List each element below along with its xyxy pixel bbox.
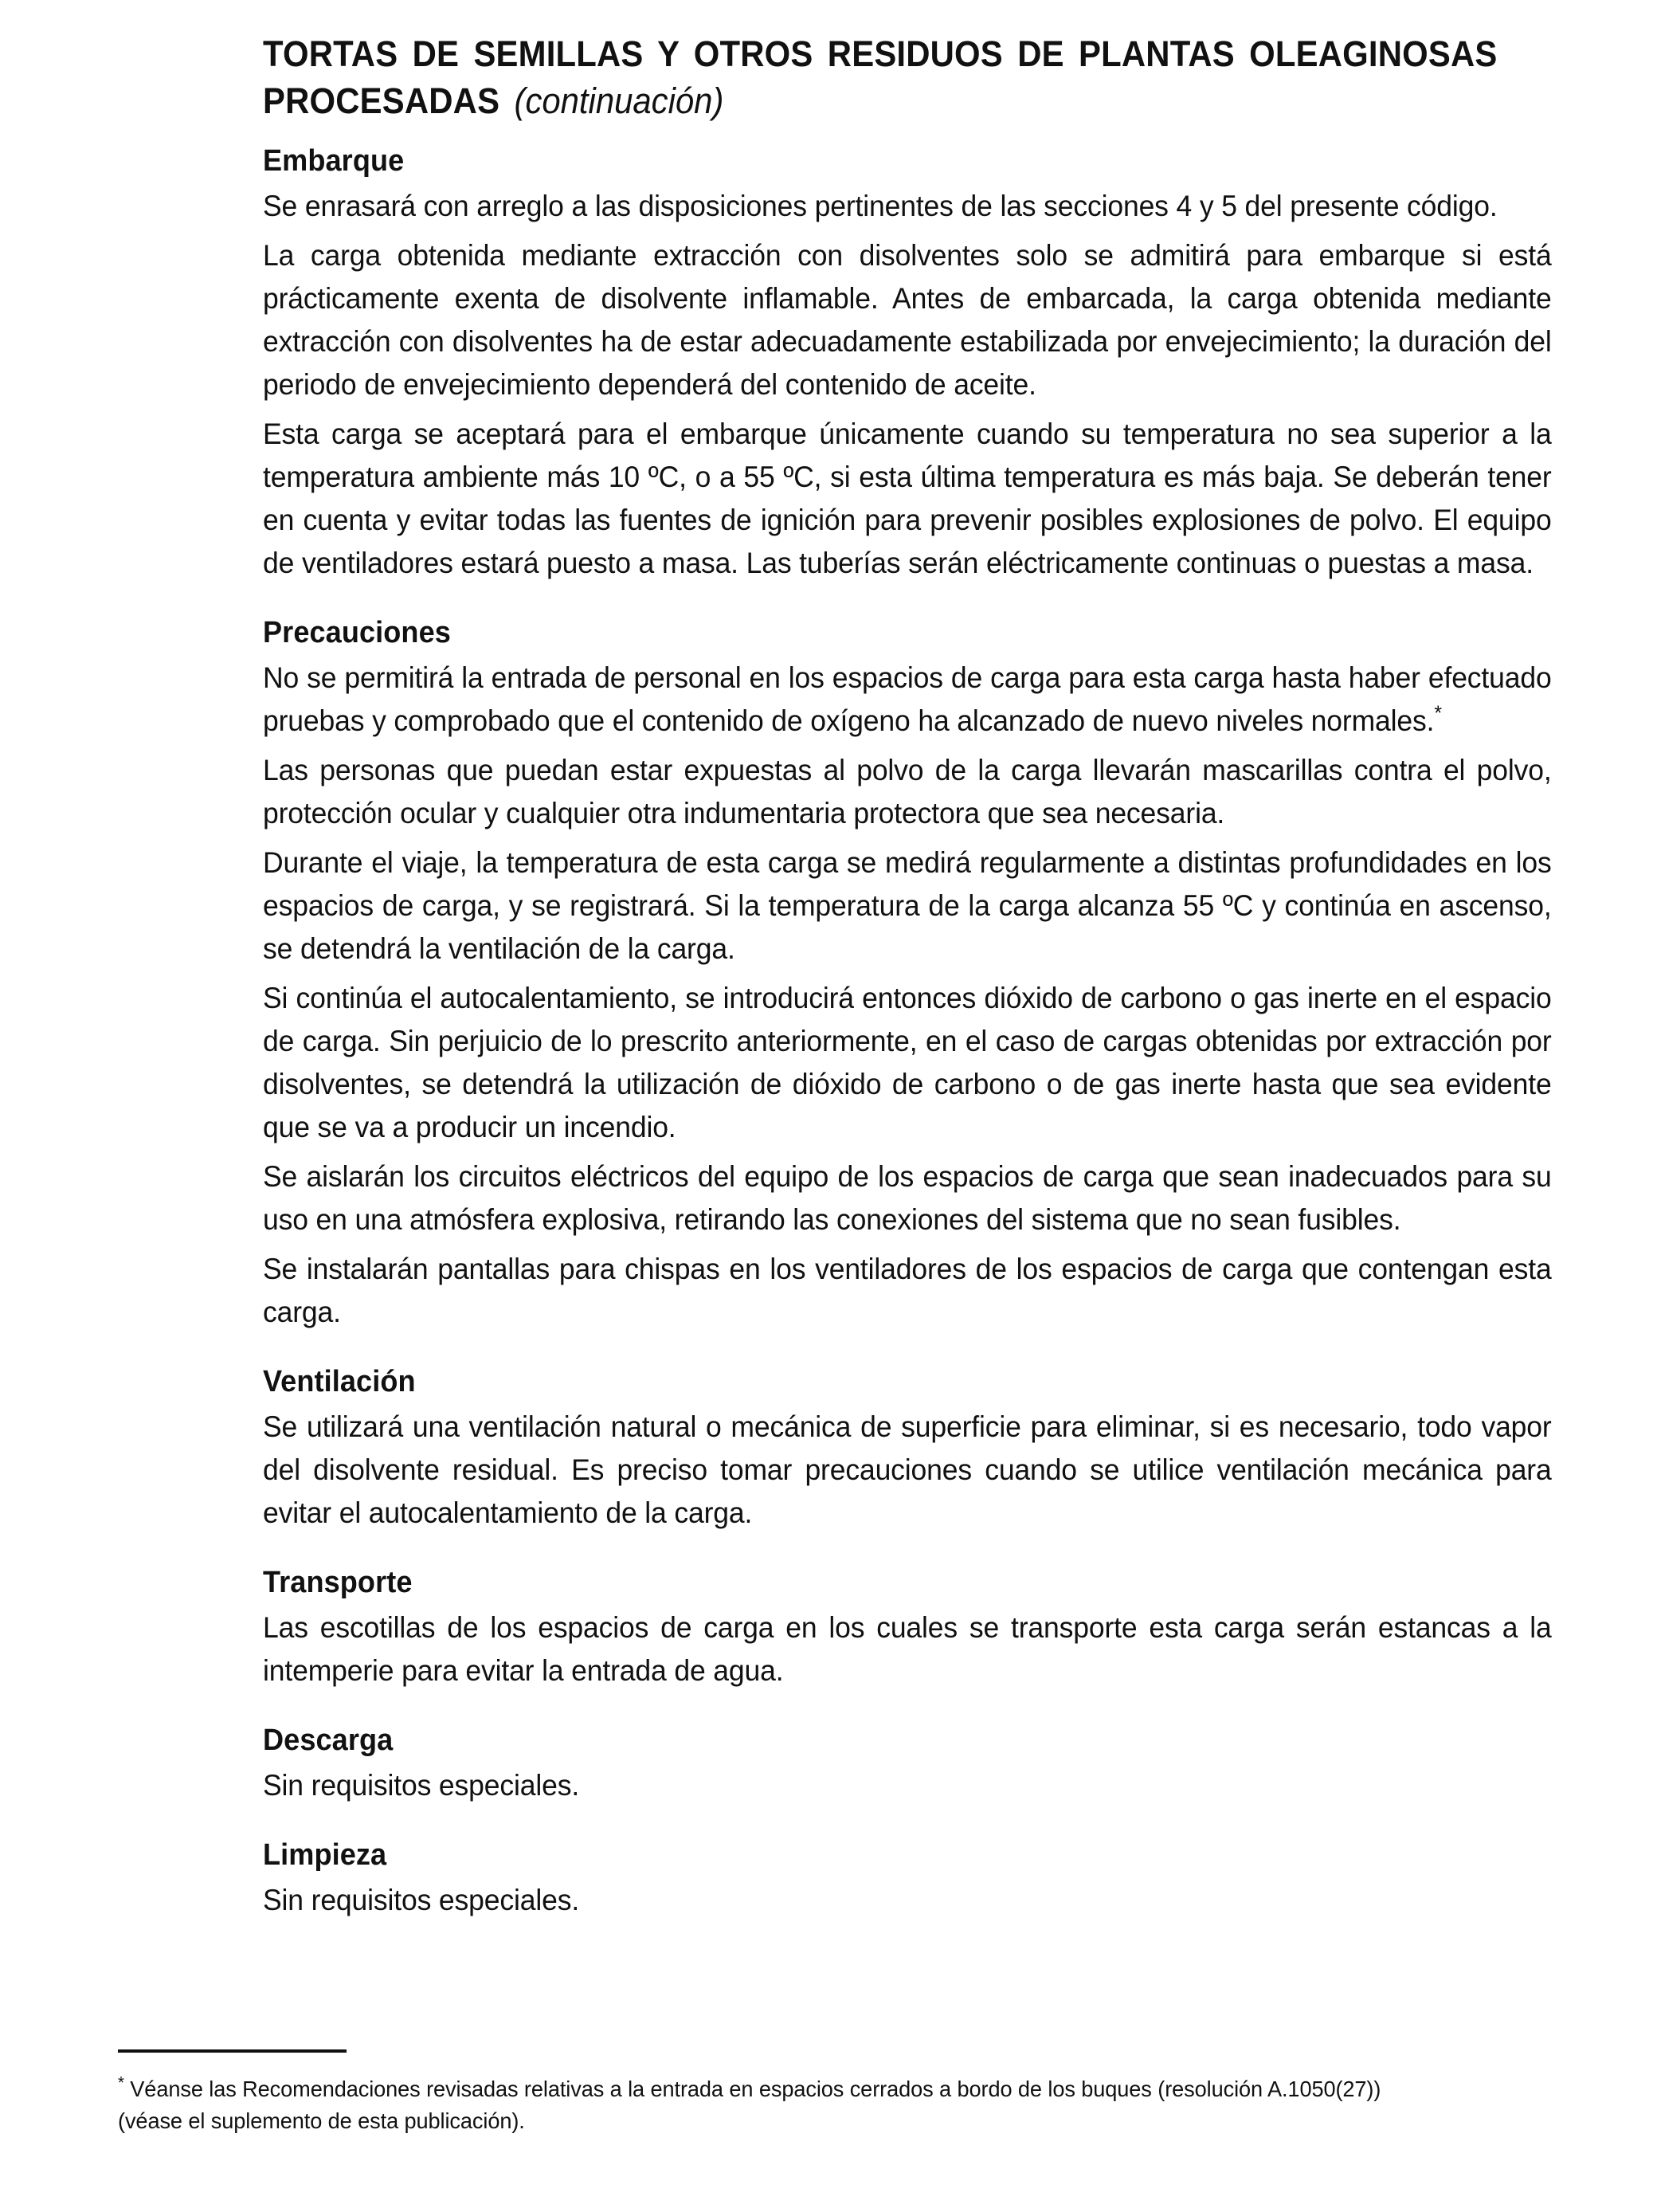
paragraph: Si continúa el autocalentamiento, se introducirá entonces dióxido de carbono o gas inerte en el espacio de carga. Sin perjuicio de lo prescrito anteriormente, en el caso de cargas obtenidas por extracción por disolventes, se detendrá la utilización de dióxido de carbono o de gas inerte hasta que sea evidente que se va a producir un incendio.	[263, 982, 1552, 1143]
page-title-block	[263, 30, 1605, 124]
section-heading-precauciones: Precauciones	[263, 616, 451, 649]
paragraph	[263, 657, 1552, 743]
section-transporte	[263, 1563, 1605, 1692]
paragraph: Se instalarán pantallas para chispas en los ventiladores de los espacios de carga que contengan esta carga.	[263, 1253, 1552, 1328]
section-heading-limpieza: Limpieza	[263, 1838, 387, 1872]
footnote-separator-rule	[118, 2049, 347, 2053]
footnote-area	[118, 2049, 1520, 2137]
footnote-marker: *	[118, 2073, 124, 2092]
paragraph-text: No se permitirá la entrada de personal en los espacios de carga para esta carga hasta haber efectuado pruebas y comprobado que el contenido de oxígeno ha alcanzado de nuevo niveles normales.	[263, 661, 1552, 737]
footnote-text	[118, 2073, 1478, 2137]
paragraph: Las escotillas de los espacios de carga en los cuales se transporte esta carga serán estancas a la intemperie para evitar la entrada de agua.	[263, 1611, 1552, 1687]
paragraph: Se utilizará una ventilación natural o mecánica de superficie para eliminar, si es necesario, todo vapor del disolvente residual. Es preciso tomar precauciones cuando se utilice ventilación mecánica para evitar el autocalentamiento de la carga.	[263, 1410, 1552, 1529]
paragraph: Se aislarán los circuitos eléctricos del equipo de los espacios de carga que sean inadecuados para su uso en una atmósfera explosiva, retirando las conexiones del sistema que no sean fusibles.	[263, 1160, 1552, 1236]
section-limpieza	[263, 1836, 1605, 1922]
page-title-continuation: (continuación)	[514, 80, 724, 121]
section-heading-embarque: Embarque	[263, 144, 405, 178]
paragraph: Sin requisitos especiales.	[263, 1769, 580, 1802]
section-heading-descarga: Descarga	[263, 1724, 394, 1757]
paragraph: Durante el viaje, la temperatura de esta carga se medirá regularmente a distintas profundidades en los espacios de carga, y se registrará. Si la temperatura de la carga alcanza 55 ºC y continúa en ascenso, se detendrá la ventilación de la carga.	[263, 846, 1552, 965]
footnote-marker: *	[1434, 700, 1442, 725]
paragraph: Se enrasará con arreglo a las disposiciones pertinentes de las secciones 4 y 5 del presente código.	[263, 190, 1498, 222]
section-embarque	[263, 142, 1605, 585]
paragraph: Sin requisitos especiales.	[263, 1884, 580, 1916]
section-heading-ventilacion: Ventilación	[263, 1365, 416, 1398]
paragraph: La carga obtenida mediante extracción con disolventes solo se admitirá para embarque si está prácticamente exenta de disolvente inflamable. Antes de embarcada, la carga obtenida mediante extracción con disolventes ha de estar adecuadamente estabilizada por envejecimiento; la duración del periodo de envejecimiento dependerá del contenido de aceite.	[263, 239, 1552, 401]
document-body	[263, 142, 1605, 1922]
paragraph: Las personas que puedan estar expuestas al polvo de la carga llevarán mascarillas contra el polvo, protección ocular y cualquier otra indumentaria protectora que sea necesaria.	[263, 754, 1552, 830]
section-ventilacion	[263, 1363, 1605, 1535]
page-title-main: TORTAS DE SEMILLAS Y OTROS RESIDUOS DE PLANTAS OLEAGINOSAS PROCESADAS	[263, 33, 1498, 121]
page-title	[263, 30, 1511, 124]
section-precauciones	[263, 614, 1605, 1334]
section-heading-transporte: Transporte	[263, 1566, 413, 1599]
footnote-line-2: (véase el suplemento de esta publicación).	[118, 2108, 525, 2133]
section-descarga	[263, 1721, 1605, 1807]
footnote-line-1: Véanse las Recomendaciones revisadas relativas a la entrada en espacios cerrados a bordo de los buques (resolución A.1050(27))	[130, 2077, 1381, 2101]
paragraph: Esta carga se aceptará para el embarque únicamente cuando su temperatura no sea superior a la temperatura ambiente más 10 ºC, o a 55 ºC, si esta última temperatura es más baja. Se deberán tener en cuenta y evitar todas las fuentes de ignición para prevenir posibles explosiones de polvo. El equipo de ventiladores estará puesto a masa. Las tuberías serán eléctricamente continuas o puestas a masa.	[263, 418, 1552, 579]
